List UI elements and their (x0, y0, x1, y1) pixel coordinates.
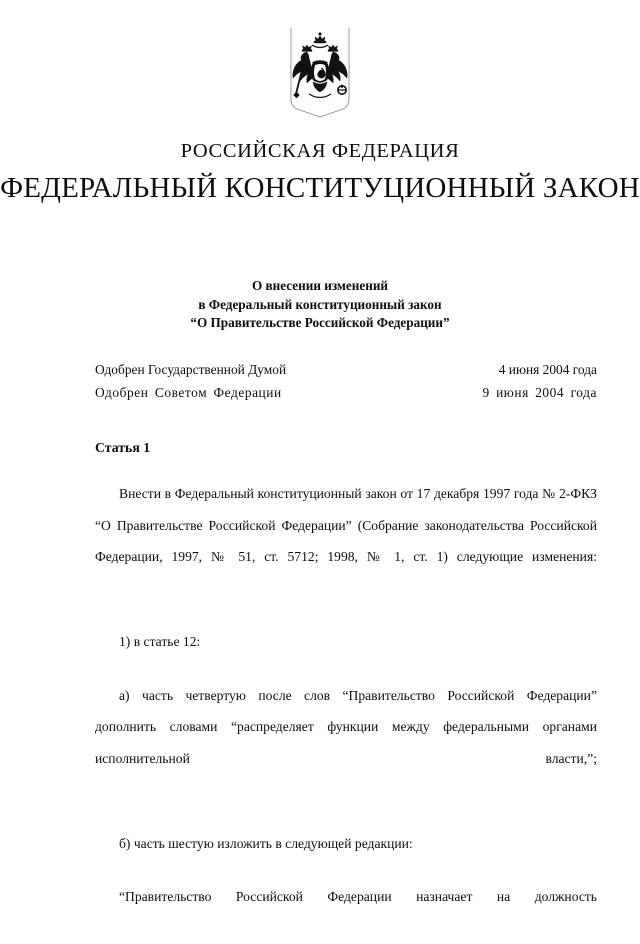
approval-row (95, 358, 597, 381)
russian-coat-of-arms-icon (283, 26, 357, 118)
paragraph: Внести в Федеральный конституционный закон от 17 декабря 1997 года № 2-ФКЗ “О Правительстве Российской Федерации” (Собрание законодательства Российской Федерации, 1997, № 51, ст. 5712; 1998, № 1, ст. 1) следующие изменения: (95, 486, 597, 565)
paragraph: а) часть четвертую после слов “Правительство Российской Федерации” дополнить словами “распределяет функции между федеральными органами исполнительной власти,”; (95, 687, 597, 766)
document-body (95, 440, 597, 944)
approval-label-council: Одобрен Советом Федерации (95, 385, 282, 401)
subtitle-line-2: в Федеральный конституционный закон (198, 296, 442, 312)
approval-date-duma: 4 июня 2004 года (498, 362, 597, 377)
subtitle-line-1: О внесении изменений (251, 278, 389, 293)
paragraph: б) часть шестую изложить в следующей редакции: (119, 835, 413, 851)
approval-block (95, 358, 597, 404)
document-subtitle (0, 277, 640, 333)
approval-label-duma: Одобрен Государственной Думой (95, 362, 287, 377)
approval-date-council: 9 июня 2004 года (482, 385, 597, 401)
document-title-block (0, 140, 640, 204)
law-title: ФЕДЕРАЛЬНЫЙ КОНСТИТУЦИОННЫЙ ЗАКОН (0, 171, 640, 204)
subtitle-line-3: “О Правительстве Российской Федерации” (190, 315, 450, 331)
paragraph: “Правительство Российской Федерации назначает на должность (119, 889, 597, 905)
approval-row (95, 381, 597, 404)
paragraph: 1) в статье 12: (119, 634, 201, 650)
emblem-container (0, 26, 640, 118)
country-title: РОССИЙСКАЯ ФЕДЕРАЦИЯ (180, 140, 460, 162)
article-heading: Статья 1 (95, 440, 151, 455)
